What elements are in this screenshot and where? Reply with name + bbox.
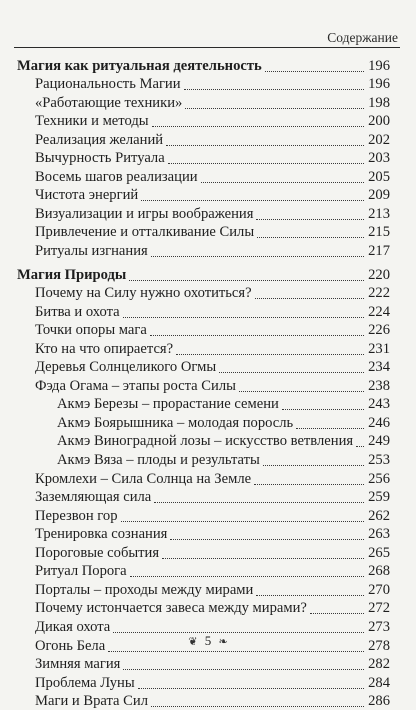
toc-entry xyxy=(17,93,390,112)
toc-entry xyxy=(17,339,390,358)
toc-page-number: 198 xyxy=(368,94,390,111)
toc-entry xyxy=(17,506,390,525)
toc-entry-title: Тренировка сознания xyxy=(35,526,168,543)
dot-leader xyxy=(219,371,364,373)
dot-leader xyxy=(123,668,364,670)
toc-entry-title: Ритуал Порога xyxy=(35,563,127,580)
dot-leader xyxy=(310,612,364,614)
toc-entry-title: Техники и методы xyxy=(35,113,149,130)
toc-entry-title: Привлечение и отталкивание Силы xyxy=(35,224,255,241)
toc-entry xyxy=(17,450,390,469)
dot-leader xyxy=(166,144,364,146)
toc-entry-title: Пороговые события xyxy=(35,544,160,561)
toc-page-number: 249 xyxy=(368,433,390,450)
dot-leader xyxy=(138,687,364,689)
dot-leader xyxy=(168,162,364,164)
dot-leader xyxy=(256,594,364,596)
toc-entry xyxy=(17,395,390,414)
dot-leader xyxy=(130,575,364,577)
toc-page-number: 196 xyxy=(368,76,390,93)
toc-entry xyxy=(17,543,390,562)
toc-entry xyxy=(17,673,390,692)
toc-page-number: 215 xyxy=(368,224,390,241)
toc-page-number: 213 xyxy=(368,205,390,222)
toc-entry-title: Проблема Луны xyxy=(35,674,135,691)
toc-entry xyxy=(17,413,390,432)
toc-entry xyxy=(17,130,390,149)
toc-entry-title: Чистота энергий xyxy=(35,187,139,204)
toc-entry xyxy=(17,149,390,168)
page-footer xyxy=(0,633,416,649)
toc-page-number: 220 xyxy=(368,266,390,283)
toc-entry-title: Рациональность Магии xyxy=(35,76,181,93)
toc-entry-title: Точки опоры мага xyxy=(35,322,147,339)
toc-entry-title: Почему на Силу нужно охотиться? xyxy=(35,285,252,302)
toc-entry-title: Зимняя магия xyxy=(35,656,121,673)
toc-page-number: 246 xyxy=(368,414,390,431)
toc-page-number: 265 xyxy=(368,544,390,561)
toc-page-number: 238 xyxy=(368,377,390,394)
toc-page-number: 205 xyxy=(368,168,390,185)
toc-page-number: 278 xyxy=(368,637,390,654)
dot-leader xyxy=(184,88,364,90)
toc-entry-title: Акмэ Березы – прорастание семени xyxy=(57,396,279,413)
dot-leader xyxy=(185,107,364,109)
toc-section-heading xyxy=(17,265,390,284)
dot-leader xyxy=(256,218,364,220)
toc-entry-title: Порталы – проходы между мирами xyxy=(35,581,254,598)
toc-entry xyxy=(17,75,390,94)
toc-page-number: 202 xyxy=(368,131,390,148)
toc-page-number: 282 xyxy=(368,656,390,673)
toc-entry xyxy=(17,241,390,260)
toc-page-number: 273 xyxy=(368,618,390,635)
dot-leader xyxy=(150,334,364,336)
toc-page-number: 284 xyxy=(368,674,390,691)
dot-leader xyxy=(162,557,364,559)
toc-entry xyxy=(17,488,390,507)
toc-entry-title: Маги и Врата Сил xyxy=(35,693,148,710)
toc-page-number: 196 xyxy=(368,57,390,74)
toc-entry-title: Вычурность Ритуала xyxy=(35,150,165,167)
toc-page-number: 268 xyxy=(368,563,390,580)
header-rule xyxy=(14,47,400,48)
toc-entry xyxy=(17,525,390,544)
dot-leader xyxy=(154,501,364,503)
toc-entry-title: Огонь Бела xyxy=(35,637,106,654)
toc-entry-title: Восемь шагов реализации xyxy=(35,168,198,185)
toc-entry xyxy=(17,284,390,303)
toc-page-number: 286 xyxy=(368,693,390,710)
toc-section-heading xyxy=(17,56,390,75)
toc-entry-title: Акмэ Вяза – плоды и результаты xyxy=(57,452,260,469)
toc-entry xyxy=(17,376,390,395)
dot-leader xyxy=(176,353,364,355)
toc-entry-title: Дикая охота xyxy=(35,618,111,635)
toc-page-number: 262 xyxy=(368,507,390,524)
toc-entry xyxy=(17,562,390,581)
dot-leader xyxy=(263,464,364,466)
toc-entry-title: Акмэ Виноградной лозы – искусство ветвления xyxy=(57,433,354,450)
toc-page-number: 270 xyxy=(368,581,390,598)
toc-entry-title: Реализация желаний xyxy=(35,131,164,148)
dot-leader xyxy=(141,199,364,201)
dot-leader xyxy=(282,408,364,410)
toc-entry-title: «Работающие техники» xyxy=(35,94,183,111)
toc-entry-title: Визуализации и игры воображения xyxy=(35,205,254,222)
dot-leader xyxy=(296,427,364,429)
toc-section-title: Магия как ритуальная деятельность xyxy=(17,57,262,74)
dot-leader xyxy=(170,538,364,540)
toc-entry xyxy=(17,186,390,205)
dot-leader xyxy=(123,316,364,318)
toc-page-number: 209 xyxy=(368,187,390,204)
dot-leader xyxy=(151,705,364,707)
toc-entry xyxy=(17,580,390,599)
running-head: Содержание xyxy=(327,30,398,45)
dot-leader xyxy=(151,255,364,257)
toc-entry xyxy=(17,321,390,340)
dot-leader xyxy=(121,520,365,522)
toc-entry-title: Заземляющая сила xyxy=(35,489,152,506)
toc-section-title: Магия Природы xyxy=(17,266,127,283)
toc-entry-title: Кто на что опирается? xyxy=(35,340,174,357)
dot-leader xyxy=(254,483,364,485)
toc-page-number: 226 xyxy=(368,322,390,339)
dot-leader xyxy=(356,445,364,447)
toc-page-number: 222 xyxy=(368,285,390,302)
toc-page-number: 243 xyxy=(368,396,390,413)
toc-entry xyxy=(17,167,390,186)
toc-page-number: 203 xyxy=(368,150,390,167)
toc-entry-title: Почему истончается завеса между мирами? xyxy=(35,600,307,617)
right-ornament-icon: ❧ xyxy=(218,636,228,648)
toc-page-number: 256 xyxy=(368,470,390,487)
toc-entry xyxy=(17,655,390,674)
toc-entry xyxy=(17,599,390,618)
dot-leader xyxy=(129,279,364,281)
dot-leader xyxy=(201,181,364,183)
toc-entry-title: Перезвон гор xyxy=(35,507,118,524)
left-ornament-icon: ❦ xyxy=(188,636,198,648)
toc-entry xyxy=(17,469,390,488)
toc-entry xyxy=(17,432,390,451)
dot-leader xyxy=(239,390,364,392)
dot-leader xyxy=(152,125,364,127)
toc-page-number: 253 xyxy=(368,452,390,469)
toc-entry xyxy=(17,112,390,131)
toc-entry-title: Кромлехи – Сила Солнца на Земле xyxy=(35,470,252,487)
table-of-contents xyxy=(17,56,390,710)
page-number: 5 xyxy=(204,633,212,648)
toc-entry xyxy=(17,358,390,377)
toc-page-number: 259 xyxy=(368,489,390,506)
toc-page-number: 224 xyxy=(368,303,390,320)
toc-page-number: 272 xyxy=(368,600,390,617)
toc-entry xyxy=(17,692,390,710)
toc-entry-title: Битва и охота xyxy=(35,303,120,320)
toc-page-number: 234 xyxy=(368,359,390,376)
toc-page-number: 263 xyxy=(368,526,390,543)
dot-leader xyxy=(257,236,364,238)
toc-page-number: 217 xyxy=(368,243,390,260)
toc-entry xyxy=(17,223,390,242)
toc-page-number: 200 xyxy=(368,113,390,130)
toc-entry xyxy=(17,302,390,321)
toc-entry-title: Акмэ Боярышника – молодая поросль xyxy=(57,414,294,431)
toc-entry-title: Ритуалы изгнания xyxy=(35,243,148,260)
toc-entry xyxy=(17,204,390,223)
dot-leader xyxy=(108,650,364,652)
toc-page-number: 231 xyxy=(368,340,390,357)
dot-leader xyxy=(255,297,364,299)
toc-entry-title: Деревья Солнцеликого Огмы xyxy=(35,359,217,376)
toc-entry-title: Фэда Огама – этапы роста Силы xyxy=(35,377,236,394)
dot-leader xyxy=(265,70,364,72)
